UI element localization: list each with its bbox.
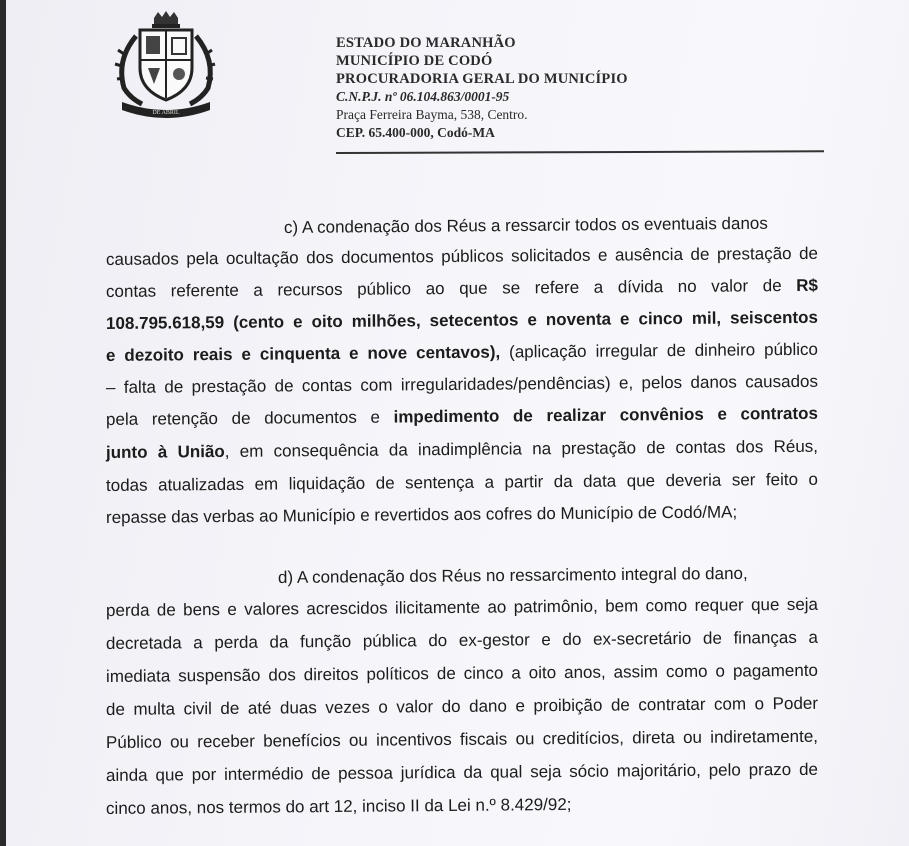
header-cep: CEP. 65.400-000, Codó-MA — [336, 125, 495, 140]
paragraph-d-line-6: Público ou receber benefícios ou incentivos fiscais ou creditícios, direta ou indiretamente, — [105, 726, 819, 752]
paragraph-d-line-1: d) A condenação dos Réus no ressarcimento integral do dano, — [277, 563, 748, 587]
paragraph-d-line-3: decretada a perda da função pública do ex-gestor e do ex-secretário de finanças a — [105, 627, 819, 653]
header-office: PROCURADORIA GERAL DO MUNICÍPIO — [336, 71, 628, 87]
document-page — [6, 0, 909, 846]
paragraph-c-line-7: pela retenção de documentos e impedimento de realizar convênios e contratos — [105, 403, 819, 429]
header-state: ESTADO DO MARANHÃO — [336, 35, 516, 51]
paragraph-c-line-4: 108.795.618,59 (cento e oito milhões, setecentos e noventa e cinco mil, seiscentos — [105, 307, 819, 333]
paragraph-c-line-9: todas atualizadas em liquidação de sentença a partir da data que deveria ser feito o — [105, 469, 819, 495]
paragraph-c-line-10: repasse das verbas ao Município e revertidos aos cofres do Município de Codó/MA; — [105, 502, 738, 527]
paragraph-d-line-8: cinco anos, nos termos do art 12, inciso II da Lei n.º 8.429/92; — [105, 794, 572, 818]
header-divider — [336, 150, 824, 153]
paragraph-d-line-7: ainda que por intermédio de pessoa jurídica da qual seja sócio majoritário, pelo prazo de — [105, 759, 819, 785]
paragraph-c-line-6: – falta de prestação de contas com irregularidades/pendências) e, pelos danos causados — [105, 371, 819, 397]
paragraph-d-line-5: de multa civil de até duas vezes o valor do dano e proibição de contratar com o Poder — [105, 693, 819, 719]
paragraph-c-line-5: e dezoito reais e cinquenta e nove centavos), (aplicação irregular de dinheiro público — [105, 339, 819, 365]
svg-text:DE ABRIL: DE ABRIL — [152, 110, 180, 116]
letterhead — [336, 34, 628, 142]
paragraph-c-line-3: contas referente a recursos público ao que se refere a dívida no valor de R$ — [105, 275, 819, 301]
header-municipality: MUNICÍPIO DE CODÓ — [336, 53, 493, 69]
paragraph-c-line-1: c) A condenação dos Réus a ressarcir todos os eventuais danos — [283, 213, 768, 237]
paragraph-d-line-2: perda de bens e valores acrescidos ilicitamente ao patrimônio, bem como requer que seja — [105, 594, 819, 620]
paragraph-c-line-2: causados pela ocultação dos documentos públicos solicitados e ausência de prestação de — [105, 243, 819, 269]
municipal-coat-of-arms-icon — [110, 10, 222, 122]
paragraph-d-line-4: imediata suspensão dos direitos políticos de cinco a oito anos, assim como o pagamento — [105, 660, 819, 686]
paragraph-c-line-8: junto à União, em consequência da inadimplência na prestação de contas dos Réus, — [105, 436, 819, 462]
header-address: Praça Ferreira Bayma, 538, Centro. — [336, 107, 528, 122]
header-cnpj: C.N.P.J. nº 06.104.863/0001-95 — [336, 89, 510, 104]
